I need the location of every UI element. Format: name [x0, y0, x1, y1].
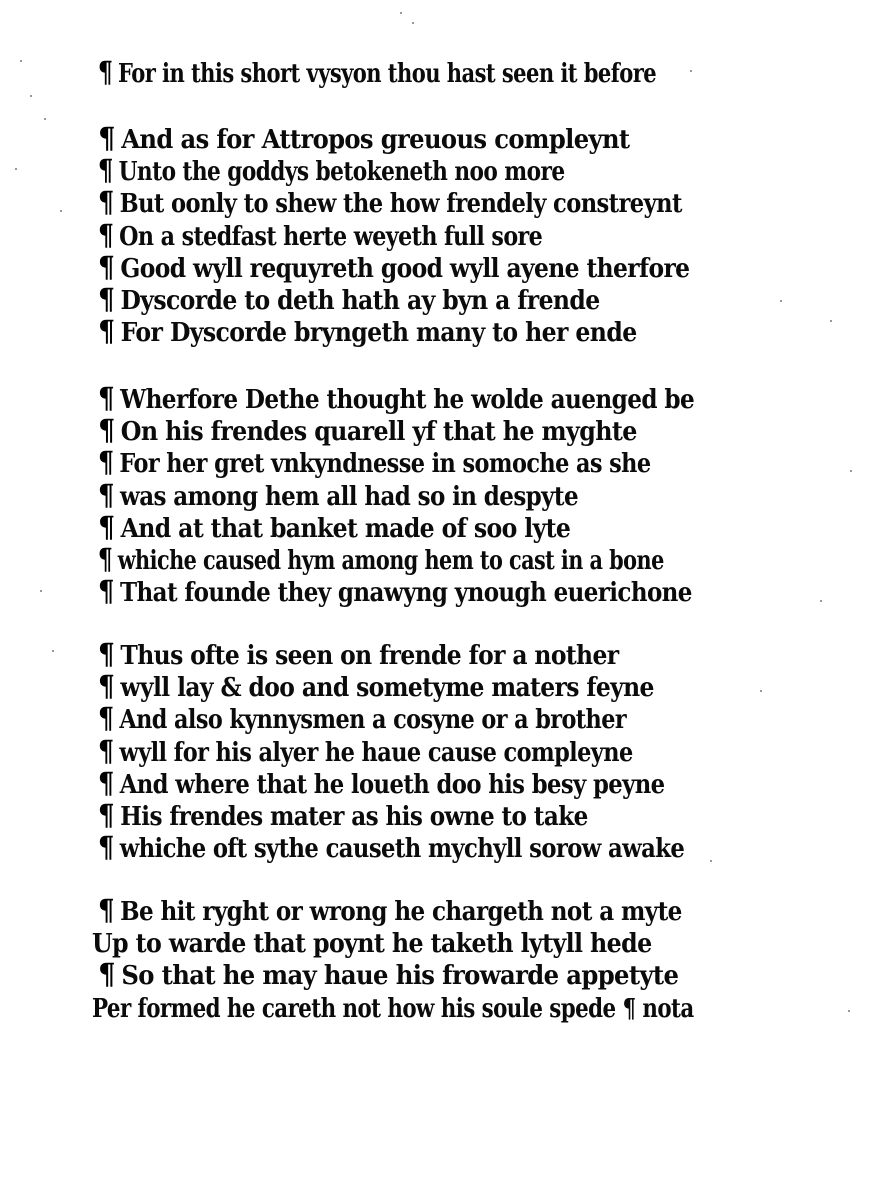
verse-line — [96, 122, 629, 156]
scan-speck — [830, 320, 832, 322]
verse-text: And where that he loueth doo his besy peyne — [119, 768, 665, 799]
verse-text: whiche caused hym among hem to cast in a bone — [117, 544, 664, 576]
verse-line — [96, 447, 651, 481]
verse-text: Good wyll requyreth good wyll ayene therfore — [120, 252, 690, 283]
scan-speck — [30, 95, 32, 97]
scan-speck — [15, 168, 17, 170]
scan-speck — [60, 210, 62, 212]
pilcrow-icon: ¶ — [98, 315, 115, 349]
scan-speck — [780, 300, 782, 302]
pilcrow-icon: ¶ — [97, 56, 113, 90]
pilcrow-icon: ¶ — [97, 734, 114, 769]
pilcrow-icon: ¶ — [98, 478, 114, 513]
verse-text: On his frendes quarell yf that he myghte — [120, 416, 637, 447]
verse-line — [96, 251, 689, 285]
verse-text: His frendes mater as his owne to take — [120, 800, 588, 832]
verse-line — [96, 154, 565, 188]
verse-line — [96, 735, 633, 769]
verse-line — [96, 894, 682, 928]
pilcrow-icon: ¶ — [98, 250, 115, 285]
verse-text: That founde they gnawyng ynough euerichone — [120, 577, 692, 608]
scan-speck — [848, 1010, 850, 1012]
verse-line — [96, 382, 694, 416]
pilcrow-icon: ¶ — [98, 958, 115, 993]
scan-speck — [20, 60, 22, 62]
verse-line — [96, 959, 678, 993]
verse-line — [96, 479, 578, 513]
verse-text: Thus ofte is seen on frende for a nother — [120, 639, 619, 671]
verse-text: wyll lay & doo and sometyme maters feyne — [120, 672, 654, 703]
pilcrow-icon: ¶ — [97, 831, 114, 865]
scan-speck — [760, 690, 762, 692]
verse-line — [96, 315, 637, 349]
verse-line — [96, 511, 570, 545]
verse-line — [96, 703, 626, 737]
verse-text: Unto the goddys betokeneth noo more — [118, 156, 565, 187]
verse-text: For in this short vysyon thou hast seen it before — [117, 57, 657, 89]
pilcrow-icon: ¶ — [98, 122, 115, 156]
verse-line — [96, 56, 656, 90]
pilcrow-icon: ¶ — [97, 766, 114, 801]
pilcrow-icon: ¶ — [97, 186, 114, 221]
verse-text: Up to warde that poynt he taketh lytyll hede — [92, 928, 652, 959]
verse-line — [96, 670, 654, 704]
verse-line — [96, 799, 588, 833]
scan-speck — [44, 118, 46, 120]
pilcrow-icon: ¶ — [98, 575, 114, 609]
scan-speck — [400, 12, 402, 14]
verse-text: was among hem all had so in despyte — [120, 480, 578, 511]
pilcrow-icon: ¶ — [97, 218, 114, 253]
verse-line — [96, 187, 682, 221]
verse-line — [96, 831, 684, 865]
verse-line — [96, 575, 692, 609]
pilcrow-icon: ¶ — [97, 446, 114, 481]
verse-text: wyll for his alyer he haue cause compleyne — [119, 736, 633, 767]
pilcrow-icon: ¶ — [98, 638, 115, 672]
verse-text: Per formed he careth not how his soule spede ¶ nota — [92, 992, 694, 1023]
verse-text: Be hit ryght or wrong he chargeth not a myte — [120, 895, 682, 927]
verse-line — [96, 767, 665, 801]
verse-line — [92, 991, 694, 1025]
pilcrow-icon: ¶ — [97, 702, 114, 737]
verse-text: Dyscorde to deth hath ay byn a frende — [120, 284, 600, 316]
verse-line — [96, 219, 542, 253]
scan-speck — [40, 590, 42, 592]
verse-text: Wherfore Dethe thought he wolde auenged be — [120, 383, 695, 415]
verse-text: And at that banket made of soo lyte — [120, 512, 571, 543]
verse-line — [92, 926, 652, 960]
scan-speck — [850, 470, 852, 472]
verse-line — [96, 283, 600, 317]
pilcrow-icon: ¶ — [98, 799, 115, 833]
pilcrow-icon: ¶ — [98, 414, 115, 448]
pilcrow-icon: ¶ — [97, 543, 113, 577]
verse-line — [96, 414, 637, 448]
verse-text: whiche oft sythe causeth mychyll sorow awake — [119, 833, 685, 864]
verse-text: So that he may haue his frowarde appetyte — [121, 960, 679, 991]
scan-speck — [710, 860, 712, 862]
pilcrow-icon: ¶ — [98, 670, 115, 704]
verse-line — [96, 543, 664, 577]
pilcrow-icon: ¶ — [97, 154, 113, 188]
verse-text: On a stedfast herte weyeth full sore — [119, 220, 543, 251]
verse-line — [96, 638, 618, 672]
pilcrow-icon: ¶ — [98, 283, 115, 317]
scan-speck — [52, 650, 54, 652]
scan-speck — [412, 22, 414, 24]
verse-text: For Dyscorde bryngeth many to her ende — [120, 317, 637, 348]
scan-speck — [690, 70, 692, 72]
verse-text: For her gret vnkyndnesse in somoche as she — [119, 448, 651, 479]
verse-text: And as for Attropos greuous compleynt — [121, 123, 630, 155]
verse-text: But oonly to shew the how frendely constreynt — [119, 188, 682, 219]
pilcrow-icon: ¶ — [98, 510, 115, 545]
pilcrow-icon: ¶ — [98, 382, 115, 416]
pilcrow-icon: ¶ — [98, 894, 115, 928]
scan-speck — [820, 600, 822, 602]
verse-text: And also kynnysmen a cosyne or a brother — [119, 704, 627, 735]
